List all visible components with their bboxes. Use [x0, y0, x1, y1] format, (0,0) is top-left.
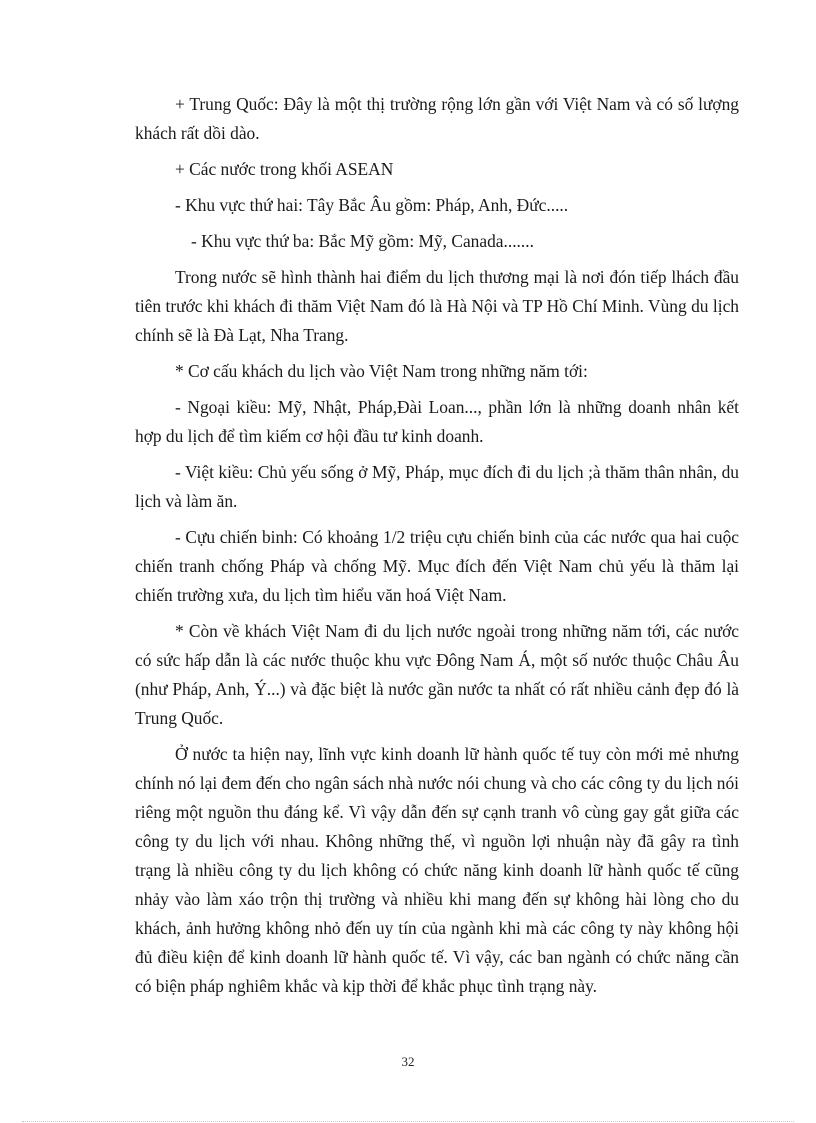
- paragraph-asean: + Các nước trong khối ASEAN: [175, 159, 394, 179]
- paragraph-region-three: - Khu vực thứ ba: Bắc Mỹ gồm: Mỹ, Canada.......: [191, 231, 534, 251]
- paragraph-overseas-vietnamese: - Việt kiều: Chủ yếu sống ở Mỹ, Pháp, mục đích đi du lịch ;à thăm thân nhân, du lịch và làm ăn.: [135, 462, 739, 511]
- paragraph-region-two: - Khu vực thứ hai: Tây Bắc Âu gồm: Pháp, Anh, Đức.....: [175, 195, 569, 215]
- paragraph-structure-heading: * Cơ cấu khách du lịch vào Việt Nam trong những năm tới:: [175, 361, 588, 381]
- page-number: 32: [401, 1054, 415, 1069]
- paragraph-domestic-points: Trong nước sẽ hình thành hai điểm du lịch thương mại là nơi đón tiếp lhách đầu tiên trước khi khách đi thăm Việt Nam đó là Hà Nội và TP Hồ Chí Minh. Vùng du lịch chính sẽ là Đà Lạt, Nha Trang.: [135, 267, 739, 345]
- paragraph-china-market: + Trung Quốc: Đây là một thị trường rộng lớn gần với Việt Nam và có số lượng khách rất dồi dào.: [135, 94, 739, 143]
- paragraph-outbound: * Còn về khách Việt Nam đi du lịch nước ngoài trong những năm tới, các nước có sức hấp dẫn là các nước thuộc khu vực Đông Nam Á, một số nước thuộc Châu Âu (như Pháp, Anh, Ý...) và đặc biệt là nước gần nước ta nhất có rất nhiều cảnh đẹp đó là Trung Quốc.: [135, 621, 739, 728]
- paragraph-foreigners: - Ngoại kiều: Mỹ, Nhật, Pháp,Đài Loan..., phần lớn là những doanh nhân kết hợp du lịch để tìm kiếm cơ hội đầu tư kinh doanh.: [135, 397, 739, 446]
- document-body: [135, 90, 739, 1008]
- page-bottom-divider: [22, 1121, 794, 1122]
- paragraph-domestic-industry: Ở nước ta hiện nay, lĩnh vực kinh doanh lữ hành quốc tế tuy còn mới mẻ nhưng chính nó lại đem đến cho ngân sách nhà nước nói chung và cho các công ty du lịch nói riêng một nguồn thu đáng kể. Vì vậy dẫn đến sự cạnh tranh vô cùng gay gắt giữa các công ty du lịch với nhau. Không những thế, vì nguồn lợi nhuận này đã gây ra tình trạng là nhiều công ty du lịch không có chức năng kinh doanh lữ hành quốc tế cũng nhảy vào làm xáo trộn thị trường và nhiều khi mang đến sự không hài lòng cho du khách, ảnh hưởng không nhỏ đến uy tín của ngành khi mà các công ty này không hội đủ điều kiện để kinh doanh lữ hành quốc tế. Vì vậy, các ban ngành có chức năng cần có biện pháp nghiêm khắc và kịp thời để khắc phục tình trạng này.: [135, 744, 739, 996]
- paragraph-veterans: - Cựu chiến binh: Có khoảng 1/2 triệu cựu chiến binh của các nước qua hai cuộc chiến tranh chống Pháp và chống Mỹ. Mục đích đến Việt Nam chủ yếu là thăm lại chiến trường xưa, du lịch tìm hiểu văn hoá Việt Nam.: [135, 527, 739, 605]
